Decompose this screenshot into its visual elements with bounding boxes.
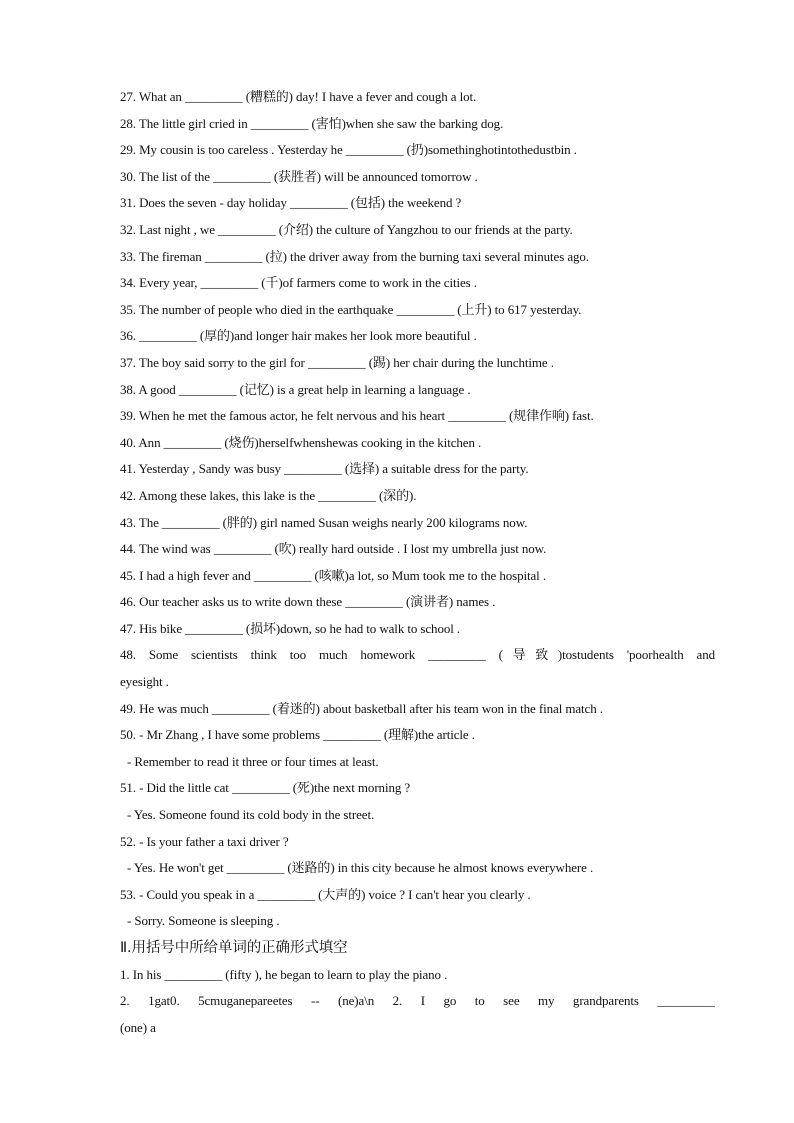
- question-39: 39. When he met the famous actor, he felt nervous and his heart _________ (规律作响) fast.: [120, 408, 594, 424]
- question-53-reply: - Sorry. Someone is sleeping .: [127, 913, 280, 929]
- question-46: 46. Our teacher asks us to write down these _________ (演讲者) names .: [120, 594, 496, 610]
- question-47: 47. His bike _________ (损坏)down, so he had to walk to school .: [120, 620, 461, 636]
- question-40: 40. Ann _________ (烧伤)herselfwhenshewas cooking in the kitchen .: [120, 434, 482, 450]
- question-51: 51. - Did the little cat _________ (死)the next morning ?: [120, 780, 411, 796]
- question-48: 48. Some scientists think too much homework _________ (导致)tostudents 'poorhealth and: [120, 647, 715, 663]
- question-51-reply: - Yes. Someone found its cold body in the street.: [127, 807, 375, 823]
- question-29: 29. My cousin is too careless . Yesterday he _________ (扔)somethinghotintothedustbin .: [120, 142, 577, 158]
- worksheet-page: [120, 84, 715, 1041]
- question-32: 32. Last night , we _________ (介绍) the culture of Yangzhou to our friends at the party.: [120, 221, 573, 237]
- question-33: 33. The fireman _________ (拉) the driver away from the burning taxi several minutes ago.: [120, 248, 589, 264]
- part2-question-2-continued: (one) a: [120, 1019, 156, 1035]
- question-48-continued: eyesight .: [120, 674, 169, 690]
- question-49: 49. He was much _________ (着迷的) about basketball after his team won in the final match .: [120, 700, 603, 716]
- question-28: 28. The little girl cried in _________ (害怕)when she saw the barking dog.: [120, 115, 504, 131]
- question-41: 41. Yesterday , Sandy was busy _________ (选择) a suitable dress for the party.: [120, 461, 529, 477]
- question-31: 31. Does the seven - day holiday _________ (包括) the weekend ?: [120, 195, 462, 211]
- question-42: 42. Among these lakes, this lake is the _________ (深的).: [120, 487, 417, 503]
- section-heading: Ⅱ.用括号中所给单词的正确形式填空: [120, 940, 348, 956]
- question-38: 38. A good _________ (记忆) is a great help in learning a language .: [120, 381, 471, 397]
- question-45: 45. I had a high fever and _________ (咳嗽)a lot, so Mum took me to the hospital .: [120, 567, 546, 583]
- question-52-reply: - Yes. He won't get _________ (迷路的) in this city because he almost knows everywhere .: [127, 860, 594, 876]
- question-50: 50. - Mr Zhang , I have some problems _________ (理解)the article .: [120, 727, 475, 743]
- question-35: 35. The number of people who died in the earthquake _________ (上升) to 617 yesterday.: [120, 301, 582, 317]
- question-50-reply: - Remember to read it three or four times at least.: [127, 753, 379, 769]
- question-37: 37. The boy said sorry to the girl for _________ (踢) her chair during the lunchtime .: [120, 354, 554, 370]
- part2-question-1: 1. In his _________ (fifty ), he began to learn to play the piano .: [120, 966, 448, 982]
- question-34: 34. Every year, _________ (千)of farmers come to work in the cities .: [120, 275, 477, 291]
- part2-question-2: 2. 1gat0. 5cmuganepareetes -- (ne)a\n 2. I go to see my grandparents _________: [120, 993, 715, 1009]
- question-30: 30. The list of the _________ (获胜者) will be announced tomorrow .: [120, 168, 478, 184]
- question-44: 44. The wind was _________ (吹) really hard outside . I lost my umbrella just now.: [120, 541, 547, 557]
- question-53: 53. - Could you speak in a _________ (大声的) voice ? I can't hear you clearly .: [120, 886, 531, 902]
- question-36: 36. _________ (厚的)and longer hair makes her look more beautiful .: [120, 328, 477, 344]
- question-43: 43. The _________ (胖的) girl named Susan weighs nearly 200 kilograms now.: [120, 514, 528, 530]
- question-52: 52. - Is your father a taxi driver ?: [120, 833, 289, 849]
- question-27: 27. What an _________ (糟糕的) day! I have a fever and cough a lot.: [120, 89, 477, 104]
